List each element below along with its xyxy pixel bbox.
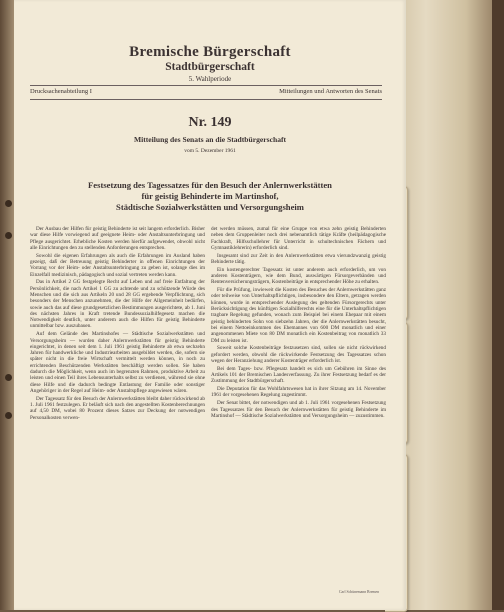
text-column-right [211, 226, 386, 419]
paragraph: Auf dem Gelände des Martinshofes — Städtische Sozialwerkstätten und Versorgungsheim — wurden daher Anlernwerkstätten für geistig Behinderte eingerichtet, in denen seit dem 1. Juli 1961 geistig Behinderte ab etwa sechzehn Jahren für handwerkliche und Industriearbeiten ausgebildet werden, die, sofern sie später nicht in die freie Wirtschaft vermittelt werden können, in noch zu errichtenden Beschützenden Werkstätten beschäftigt werden sollen. Sie haben dadurch die Möglichkeit, wenn auch im begrenzten Rahmen, produktive Arbeit zu leisten und einen Teil ihres Lebensunterhalts selbst zu verdienen, während sie ohne diese Hilfe und die dadurch bedingte Entlastung der Familie oder sonstiger Angehöriger in der Regel auf Heim- oder Anstaltspflege angewiesen wären. [30, 331, 205, 394]
binder-cover-edge [492, 0, 504, 610]
punch-hole [5, 200, 12, 207]
paragraph: Der Tagessatz für den Besuch der Anlernwerkstätten bleibt daher rückwirkend ab 1. Juli 1961 festzulegen. Er beläuft sich nach den angestellten Kostenberechnungen auf 4,50 DM, wobei 80 Prozent dieses Satzes zur Deckung der notwendigen Personalkosten verwen- [30, 395, 205, 421]
document-heading [14, 180, 406, 213]
text-column-left [30, 226, 205, 421]
section-label: Drucksachenabteilung I [30, 88, 92, 95]
paragraph: Der Ausbau der Hilfen für geistig Behinderte ist seit langem erforderlich. Bisher war diese Hilfe vorwiegend auf geeignete Heim- oder Anstaltsunterbringung und Pflege ausgerichtet. Erhebliche Kosten werden hierfür aufgewendet, obwohl nicht alle Einrichtungen den zu stellenden Anforderungen entsprechen. [30, 226, 205, 251]
printer-imprint: Carl Schünemann Bremen [339, 590, 380, 594]
section-category: Mitteilungen und Antworten des Senats [279, 88, 382, 95]
election-period: 5. Wahlperiode [188, 75, 232, 83]
paragraph: Der Senat bittet, der notwendigen und ab 1. Juli 1961 vorgesehenen Festsetzung des Tagessatzes für den Besuch der Anlernwerkstätten für geistig Behinderte im Martinshof — Städtische Sozialwerkstätten und Versorgungsheim — zuzustimmen. [211, 400, 386, 419]
punch-hole [5, 412, 12, 419]
header-rule-top [30, 85, 382, 86]
page-stack-edge [406, 0, 504, 610]
parliament-title: Bremische Bürgerschaft [129, 44, 291, 60]
punch-hole [5, 232, 12, 239]
heading-line: Städtische Sozialwerkstätten und Versorgungsheim [116, 202, 304, 212]
punch-hole [5, 374, 12, 381]
paragraph: Soweit solche Kostenbeiträge festzusetzen sind, sollen sie nicht rückwirkend gefordert werden, obwohl die rückwirkende Festsetzung des Tagessatzes schon wegen der Heranziehung anderer Kostenträger erforderlich ist. [211, 345, 386, 364]
paragraph: Die Deputation für das Wohlfahrtswesen hat in ihrer Sitzung am 14. November 1961 der vorgesehenen Regelung zugestimmt. [211, 386, 386, 399]
document-number: Nr. 149 [188, 115, 232, 130]
paragraph: Ein kostengerechter Tagessatz ist unter anderem auch erforderlich, um von anderen Kostenträgern, wie dem Bund, auswärtigen Fürsorgeverbänden und Rentenversicherungsträgern, Kostenbeiträge in entsprechender Höhe zu erhalten. [211, 266, 386, 286]
document-title: Mitteilung des Senats an die Stadtbürgerschaft [133, 135, 287, 144]
paragraph: det werden müssen, zumal für eine Gruppe von etwa zehn geistig Behinderten neben dem Gruppenleiter noch drei nebenamtlich tätige Kräfte (heilpädagogische Fachkraft, Hilfsschullehrer für Unterricht in schultechnischen Fächern und Gymnastiklehrerin) erforderlich sind. [211, 226, 386, 251]
document-date: vom 5. Dezember 1961 [184, 148, 236, 154]
paragraph: Insgesamt sind zur Zeit in den Anlernwerkstätten etwa vierundzwanzig geistig Behinderte tätig. [211, 252, 386, 265]
parliament-subtitle: Stadtbürgerschaft [165, 61, 255, 73]
paragraph: Das in Artikel 2 GG festgelegte Recht auf Leben und auf freie Entfaltung der Persönlichkeit, die nach Artikel 1 GG zu achtende und zu schützende Würde des Menschen und die sich aus Artikeln 20 und 28 GG ergebende Verpflichtung, sich besonders der Menschen anzunehmen, die der Hilfe der Allgemeinheit bedürfen, sowie auch das auf diese grundgesetzlichen Bestimmungen ausgerichtete, ab 1. Juni des nächsten Jahres in Kraft tretende Bundessozialhilfegesetz machen die Notwendigkeit deutlich, unter anderem auch die Hilfen für geistig Behinderte unmittelbar bzw. auszubauen. [30, 279, 205, 330]
heading-line: für geistig Behinderte im Martinshof, [141, 191, 279, 201]
paragraph: Sowohl die eigenen Erfahrungen als auch die Erfahrungen im Ausland haben gezeigt, daß der Betreuung geistig Behinderter in offenen Einrichtungen der Vorrang vor der Heim- oder Anstaltsunterbringung zu geben ist, solange dies im Einzelfall medizinisch, pädagogisch und sozial vertreten werden kann. [30, 252, 205, 278]
paragraph: Für die Prüfung, inwieweit die Kosten des Besuches der Anlernwerkstätten ganz oder teilweise von Unterhaltspflichtigen, insbesondere den Eltern, getragen werden können, wurde in entsprechender Auslegung des geltenden Fürsorgerechts unter Berücksichtigung des künftigen Sozialhilferechts eine für die Unterhaltspflichtigen tragbare Regelung gefunden, wonach zum Beispiel bei einem Ehepaar mit einem geistig behinderten Sohn von siebzehn Jahren, der die Anlernwerkstätten besucht, bei einem Nettoeinkommen des Ehemannes von 600 DM monatlich und einer angenommenen Miete von 80 DM monatlich ein Kostenbeitrag von monatlich 33 DM zu leisten ist. [211, 287, 386, 344]
header-rule-bottom [30, 99, 382, 100]
paragraph: Bei dem Tages- bzw. Pflegesatz handelt es sich um Gebühren im Sinne des Artikels 101 der Bremischen Landesverfassung. Zu ihrer Festsetzung bedarf es der Zustimmung der Stadtbürgerschaft. [211, 365, 386, 385]
heading-line: Festsetzung des Tagessatzes für den Besuch der Anlernwerkstätten [88, 180, 332, 190]
